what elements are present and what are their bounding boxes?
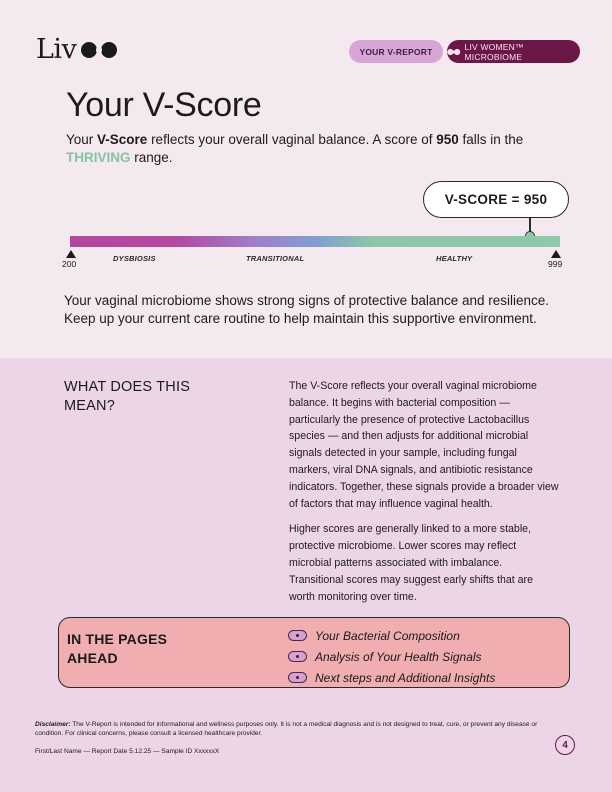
- bowtie-logo-icon: [80, 39, 118, 61]
- pill-bullet-icon: [288, 651, 307, 662]
- list-item[interactable]: [288, 625, 495, 646]
- pages-ahead-box: [58, 617, 570, 688]
- list-item[interactable]: [288, 667, 495, 688]
- page-title: Your V-Score: [66, 86, 262, 124]
- pill-bullet-icon: [288, 630, 307, 641]
- scale-min-label: 200: [62, 259, 77, 269]
- bowtie-icon: [447, 48, 461, 56]
- scale-max-label: 999: [548, 259, 563, 269]
- tab-liv-women-microbiome[interactable]: [447, 40, 580, 63]
- list-item[interactable]: [288, 646, 495, 667]
- score-summary: Your vaginal microbiome shows strong signs of protective balance and resilience. Keep up your current care routine to help maintain this supportive environment.: [64, 293, 550, 326]
- pages-ahead-heading: IN THE PAGES AHEAD: [67, 631, 168, 666]
- microbiome-label: LIV WOMEN™ MICROBIOME: [464, 41, 524, 62]
- meaning-paragraph: The V-Score reflects your overall vaginal microbiome balance. It begins with bacterial composition — particularly the presence of protective Lactobacillus species — and then adjusts for additional microbial signals detected in your sample, including fungal markers, viral DNA signals, and antibiotic resistance indicators. Together, these signals provide a broader view of factors that may influence vaginal health.: [289, 380, 559, 510]
- max-tick-icon: [551, 250, 561, 258]
- zone-transitional: TRANSITIONAL: [246, 254, 305, 263]
- disclaimer-label: Disclaimer:: [35, 721, 71, 728]
- callout-pointer: [529, 218, 531, 232]
- thriving-range-label: THRIVING: [66, 150, 131, 165]
- disclaimer: [35, 720, 555, 738]
- score-intro: Your V-Score reflects your overall vaginal balance. A score of 950 falls in the THRIVING range.: [66, 132, 524, 165]
- tab-your-v-report[interactable]: YOUR V-REPORT: [349, 40, 443, 63]
- brand-logo[interactable]: [36, 34, 118, 65]
- v-score-gradient-bar: [70, 236, 560, 247]
- report-footer: First/Last Name — Report Date 5.12.25 — Sample ID XxxxxxX: [35, 748, 220, 755]
- list-item-label: Analysis of Your Health Signals: [315, 649, 482, 664]
- zone-dysbiosis: DYSBIOSIS: [113, 254, 156, 263]
- logo-wordmark: Liv: [36, 34, 77, 65]
- min-tick-icon: [66, 250, 76, 258]
- disclaimer-text: The V-Report is intended for informational and wellness purposes only. It is not a medical diagnosis and is not designed to treat, cure, or prevent any disease or condition. For clinical concerns, please consult a licensed healthcare provider.: [35, 721, 538, 737]
- list-item-label: Next steps and Additional Insights: [315, 670, 496, 685]
- page-number: 4: [555, 735, 575, 755]
- pages-ahead-list: [288, 625, 495, 688]
- zone-healthy: HEALTHY: [436, 254, 473, 263]
- pill-bullet-icon: [288, 672, 307, 683]
- v-score-callout: V-SCORE = 950: [423, 181, 569, 218]
- meaning-heading: WHAT DOES THIS MEAN?: [64, 379, 191, 414]
- list-item-label: Your Bacterial Composition: [315, 628, 460, 643]
- meaning-body: [289, 378, 559, 605]
- meaning-paragraph: Higher scores are generally linked to a more stable, protective microbiome. Lower scores may reflect microbial patterns associated with imbalance. Transitional scores may suggest early shifts that are worth monitoring over time.: [289, 523, 533, 603]
